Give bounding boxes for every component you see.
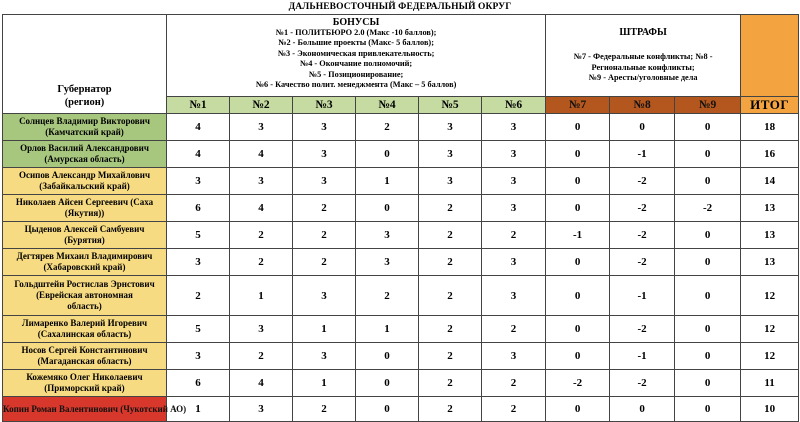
governor-header-label: Губернатор	[57, 84, 112, 95]
penalty-score-cell: -2	[610, 222, 675, 249]
total-score-cell: 12	[741, 276, 799, 316]
governor-name: Гольдштейн Ростислав Эрнстович	[14, 279, 155, 289]
bonus-legend-line: №4 - Окончание полномочий;	[299, 59, 413, 69]
bonus-score-cell: 2	[419, 249, 482, 276]
governor-row	[3, 249, 799, 276]
governor-region: (Сахалинская область)	[37, 329, 132, 339]
ratings-table	[2, 14, 799, 422]
penalty-score-cell: 0	[675, 343, 741, 370]
governor-name: Орлов Василий Александрович	[20, 143, 149, 153]
total-score-cell: 13	[741, 195, 799, 222]
bonus-score-cell: 3	[482, 195, 546, 222]
governor-region: (Приморский край)	[44, 383, 125, 393]
bonus-score-cell: 3	[482, 114, 546, 141]
penalty-score-cell: 0	[675, 316, 741, 343]
governor-row	[3, 114, 799, 141]
total-score-cell: 13	[741, 222, 799, 249]
penalty-legend	[546, 15, 741, 97]
penalty-score-cell: -2	[675, 195, 741, 222]
bonus-score-cell: 6	[167, 195, 230, 222]
bonus-score-cell: 2	[293, 195, 356, 222]
penalty-legend-line: №9 - Аресты/уголовные дела	[588, 72, 698, 82]
penalty-score-cell: -2	[610, 168, 675, 195]
bonus-score-cell: 1	[230, 276, 293, 316]
bonus-score-cell: 3	[482, 276, 546, 316]
bonus-score-cell: 2	[419, 397, 482, 422]
bonus-score-cell: 2	[482, 316, 546, 343]
page-title: ДАЛЬНЕВОСТОЧНЫЙ ФЕДЕРАЛЬНЫЙ ОКРУГ	[288, 2, 512, 12]
bonus-score-cell: 2	[167, 276, 230, 316]
bonus-score-cell: 3	[419, 114, 482, 141]
penalty-score-cell: -2	[610, 316, 675, 343]
bonus-score-cell: 2	[356, 276, 419, 316]
governor-cell	[3, 168, 167, 195]
penalty-score-cell: 0	[675, 141, 741, 168]
bonus-score-cell: 3	[230, 316, 293, 343]
bonus-score-cell: 1	[293, 370, 356, 397]
bonus-score-cell: 5	[167, 222, 230, 249]
governor-rows	[3, 114, 799, 422]
penalty-score-cell: 0	[546, 316, 610, 343]
governor-row	[3, 195, 799, 222]
bonus-score-cell: 3	[482, 343, 546, 370]
governor-name: Цыденов Алексей Самбуевич	[24, 224, 145, 234]
total-score-cell: 12	[741, 316, 799, 343]
bonus-col-3: №3	[293, 97, 356, 114]
bonus-score-cell: 2	[230, 222, 293, 249]
bonus-score-cell: 4	[167, 114, 230, 141]
bonus-score-cell: 3	[230, 397, 293, 422]
governor-cell	[3, 114, 167, 141]
total-score-cell: 14	[741, 168, 799, 195]
bonus-score-cell: 0	[356, 195, 419, 222]
penalty-score-cell: -1	[546, 222, 610, 249]
total-score-cell: 11	[741, 370, 799, 397]
penalty-score-cell: 0	[546, 114, 610, 141]
bonus-score-cell: 3	[293, 114, 356, 141]
governor-cell	[3, 343, 167, 370]
governor-row	[3, 168, 799, 195]
penalty-score-cell: -2	[546, 370, 610, 397]
penalty-score-cell: 0	[546, 168, 610, 195]
bonus-score-cell: 2	[293, 249, 356, 276]
bonus-score-cell: 3	[230, 168, 293, 195]
bonus-score-cell: 3	[482, 141, 546, 168]
governor-region: (Магаданская область)	[37, 356, 132, 366]
bonus-score-cell: 2	[482, 370, 546, 397]
bonus-score-cell: 3	[167, 343, 230, 370]
bonus-score-cell: 0	[356, 397, 419, 422]
penalty-col-9: №9	[675, 97, 741, 114]
governor-name: Копин Роман Валентинович	[3, 403, 118, 414]
bonus-col-6: №6	[482, 97, 546, 114]
bonus-score-cell: 3	[167, 168, 230, 195]
penalty-score-cell: 0	[675, 397, 741, 422]
bonus-score-cell: 2	[482, 222, 546, 249]
bonus-score-cell: 2	[293, 222, 356, 249]
governor-row	[3, 343, 799, 370]
governor-cell	[3, 222, 167, 249]
bonus-score-cell: 1	[356, 168, 419, 195]
bonus-score-cell: 4	[167, 141, 230, 168]
penalty-score-cell: 0	[675, 168, 741, 195]
penalty-score-cell: -1	[610, 141, 675, 168]
penalty-score-cell: 0	[675, 222, 741, 249]
penalty-score-cell: 0	[610, 397, 675, 422]
bonus-legend-line: №5 - Позиционирование;	[308, 69, 404, 79]
bonus-col-4: №4	[356, 97, 419, 114]
governor-region: (Якутия))	[64, 208, 105, 218]
bonus-score-cell: 3	[419, 168, 482, 195]
bonus-title: БОНУСЫ	[332, 17, 380, 28]
total-score-cell: 13	[741, 249, 799, 276]
penalty-score-cell: 0	[546, 343, 610, 370]
governor-region: (Хабаровский край)	[43, 262, 126, 272]
penalty-score-cell: 0	[675, 114, 741, 141]
governor-cell	[3, 195, 167, 222]
penalty-score-cell: 0	[675, 276, 741, 316]
bonus-score-cell: 2	[356, 114, 419, 141]
bonus-score-cell: 0	[356, 370, 419, 397]
governor-cell	[3, 397, 187, 422]
penalty-score-cell: 0	[546, 249, 610, 276]
bonus-score-cell: 2	[419, 195, 482, 222]
governor-row	[3, 222, 799, 249]
bonus-score-cell: 1	[293, 316, 356, 343]
total-column-header: ИТОГ	[741, 97, 799, 114]
governor-region: (Еврейская автономная	[36, 290, 133, 300]
governor-cell	[3, 141, 167, 168]
penalty-score-cell: -2	[610, 249, 675, 276]
penalty-score-cell: 0	[675, 249, 741, 276]
bonus-score-cell: 3	[482, 168, 546, 195]
penalty-col-7: №7	[546, 97, 610, 114]
bonus-legend	[167, 15, 546, 97]
bonus-score-cell: 4	[230, 141, 293, 168]
bonus-score-cell: 2	[419, 316, 482, 343]
governor-region: (Камчатский край)	[45, 127, 124, 137]
penalty-score-cell: 0	[546, 141, 610, 168]
bonus-score-cell: 2	[230, 343, 293, 370]
governor-cell	[3, 249, 167, 276]
bonus-score-cell: 3	[167, 249, 230, 276]
bonus-score-cell: 0	[356, 343, 419, 370]
bonus-col-5: №5	[419, 97, 482, 114]
governor-name: Дегтярев Михаил Владимирович	[16, 251, 153, 261]
governor-row	[3, 370, 799, 397]
governor-cell	[3, 370, 167, 397]
bonus-score-cell: 5	[167, 316, 230, 343]
penalty-score-cell: 0	[610, 114, 675, 141]
bonus-score-cell: 3	[293, 343, 356, 370]
bonus-legend-line: №6 - Качество полит. менеджмента (Макс – 5 баллов)	[255, 80, 457, 90]
penalty-score-cell: -2	[610, 195, 675, 222]
bonus-score-cell: 3	[293, 168, 356, 195]
bonus-score-cell: 3	[356, 222, 419, 249]
bonus-score-cell: 3	[482, 249, 546, 276]
bonus-score-cell: 2	[419, 276, 482, 316]
bonus-score-cell: 3	[419, 141, 482, 168]
governor-name: Носов Сергей Константинович	[21, 345, 148, 355]
governor-region: (Забайкальский край)	[39, 181, 130, 191]
penalty-col-8: №8	[610, 97, 675, 114]
penalty-score-cell: -1	[610, 343, 675, 370]
governor-name: Осипов Александр Михайлович	[18, 170, 151, 180]
bonus-score-cell: 1	[356, 316, 419, 343]
bonus-score-cell: 3	[293, 276, 356, 316]
penalty-score-cell: 0	[546, 397, 610, 422]
governor-cell	[3, 276, 167, 316]
governor-row	[3, 397, 799, 422]
bonus-score-cell: 4	[230, 370, 293, 397]
bonus-score-cell: 2	[230, 249, 293, 276]
governor-row	[3, 141, 799, 168]
penalty-legend-line: Региональные конфликты;	[591, 62, 695, 72]
governor-region: (Амурская область)	[44, 154, 125, 164]
governor-name: Солнцев Владимир Викторович	[19, 116, 150, 126]
bonus-score-cell: 3	[230, 114, 293, 141]
bonus-score-cell: 2	[293, 397, 356, 422]
bonus-score-cell: 2	[419, 370, 482, 397]
bonus-col-2: №2	[230, 97, 293, 114]
penalty-legend-line: №7 - Федеральные конфликты; №8 -	[573, 52, 713, 62]
region-header-label: (регион)	[64, 97, 105, 108]
total-header-blank	[741, 15, 799, 97]
bonus-legend-line: №1 - ПОЛИТБЮРО 2.0 (Макс -10 баллов);	[275, 28, 437, 37]
total-score-cell: 16	[741, 141, 799, 168]
governor-cell	[3, 316, 167, 343]
bonus-score-cell: 2	[419, 343, 482, 370]
bonus-score-cell: 0	[356, 141, 419, 168]
total-score-cell: 18	[741, 114, 799, 141]
governor-name: Кожемяко Олег Николаевич	[26, 372, 143, 382]
bonus-score-cell: 4	[230, 195, 293, 222]
total-score-cell: 10	[741, 397, 799, 422]
bonus-score-cell: 2	[419, 222, 482, 249]
governor-region-continued: область)	[67, 301, 102, 311]
bonus-legend-line: №3 - Экономическая привлекательность;	[277, 48, 435, 58]
penalty-score-cell: 0	[546, 276, 610, 316]
penalty-score-cell: -1	[610, 276, 675, 316]
penalty-score-cell: -2	[610, 370, 675, 397]
governor-column-header	[3, 15, 167, 114]
bonus-score-cell: 1	[167, 397, 230, 422]
bonus-score-cell: 3	[356, 249, 419, 276]
total-score-cell: 12	[741, 343, 799, 370]
governor-name: Николаев Айсен Сергеевич (Саха	[15, 197, 154, 207]
penalty-score-cell: 0	[675, 370, 741, 397]
governor-row	[3, 316, 799, 343]
bonus-score-cell: 3	[293, 141, 356, 168]
bonus-score-cell: 2	[482, 397, 546, 422]
bonus-col-1: №1	[167, 97, 230, 114]
governor-region: (Чукотский АО)	[120, 403, 187, 414]
penalty-score-cell: 0	[546, 195, 610, 222]
penalty-title: ШТРАФЫ	[619, 26, 667, 38]
governor-region: (Бурятия)	[64, 235, 105, 245]
governor-name: Лимаренко Валерий Игоревич	[21, 318, 148, 328]
bonus-legend-line: №2 - Большие проекты (Макс- 5 баллов);	[278, 38, 434, 48]
governor-row	[3, 276, 799, 316]
bonus-score-cell: 6	[167, 370, 230, 397]
